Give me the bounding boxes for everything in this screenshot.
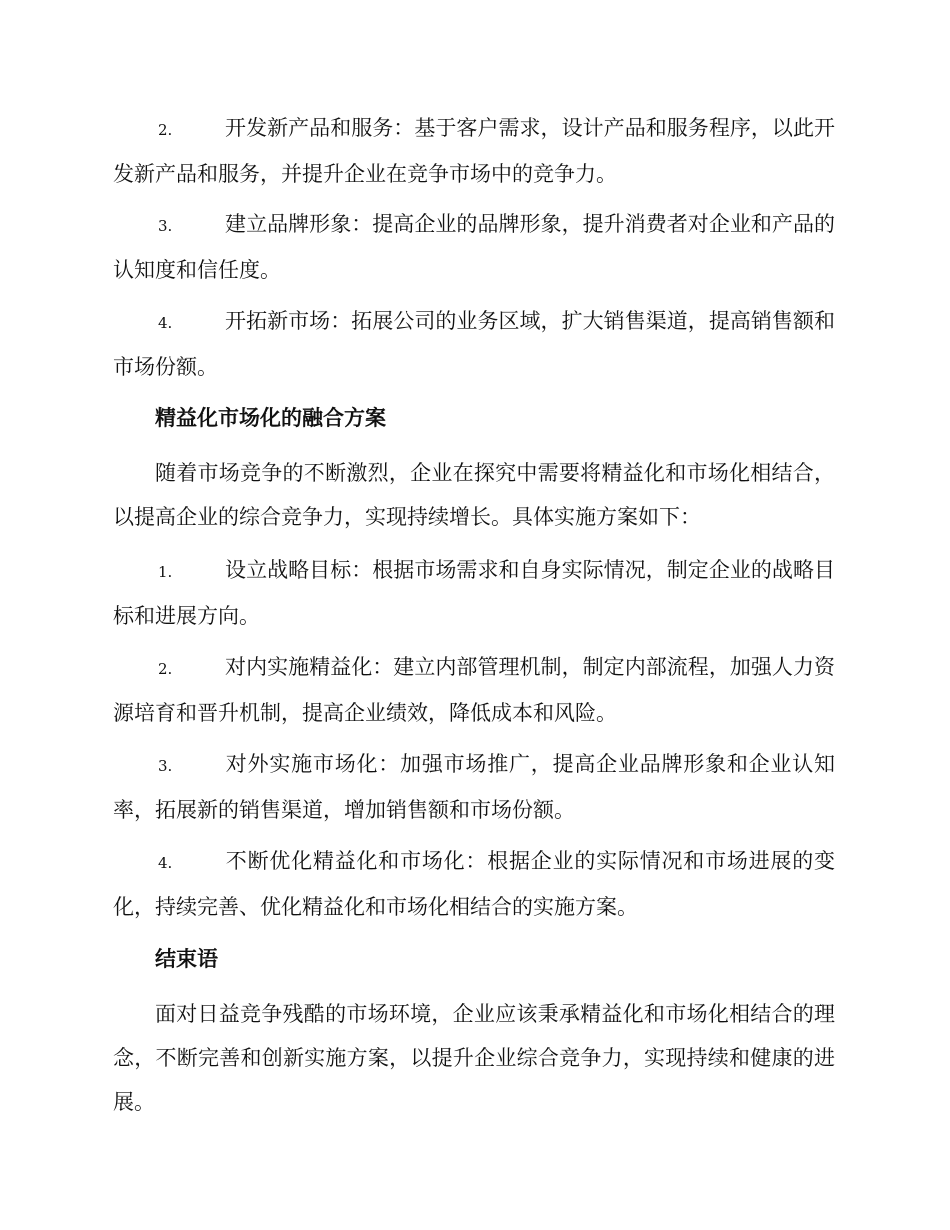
closing-paragraph: 面对日益竞争残酷的市场环境，企业应该秉承精益化和市场化相结合的理念，不断完善和创新实施方案，以提升企业综合竞争力，实现持续和健康的进展。 <box>113 1002 835 1114</box>
list-text: 对内实施精益化：建立内部管理机制，制定内部流程，加强人力资源培育和晋升机制，提高企业绩效，降低成本和风险。 <box>113 655 835 725</box>
list-text: 设立战略目标：根据市场需求和自身实际情况，制定企业的战略目标和进展方向。 <box>113 558 835 628</box>
list-number: 2. <box>158 660 173 678</box>
section-heading: 精益化市场化的融合方案 <box>155 406 386 430</box>
list-text: 对外实施市场化：加强市场推广，提高企业品牌形象和企业认知率，拓展新的销售渠道，增加销售额和市场份额。 <box>113 752 835 822</box>
list-text: 建立品牌形象：提高企业的品牌形象，提升消费者对企业和产品的认知度和信任度。 <box>113 212 835 282</box>
list-item <box>113 106 835 196</box>
list-text: 不断优化精益化和市场化：根据企业的实际情况和市场进展的变化，持续完善、优化精益化和市场化相结合的实施方案。 <box>113 849 835 919</box>
list-item <box>113 299 835 389</box>
list-text: 开发新产品和服务：基于客户需求，设计产品和服务程序，以此开发新产品和服务，并提升企业在竞争市场中的竞争力。 <box>113 116 835 186</box>
list-number: 1. <box>158 563 173 581</box>
list-text: 开拓新市场：拓展公司的业务区域，扩大销售渠道，提高销售额和市场份额。 <box>113 309 835 379</box>
intro-paragraph: 随着市场竞争的不断激烈，企业在探究中需要将精益化和市场化相结合，以提高企业的综合竞争力，实现持续增长。具体实施方案如下： <box>113 461 835 529</box>
list-item <box>113 839 835 929</box>
list-number: 3. <box>158 217 173 235</box>
list-item <box>113 742 835 832</box>
list-item <box>113 645 835 735</box>
list-item <box>113 548 835 638</box>
list-number: 4. <box>158 854 173 872</box>
list-number: 3. <box>158 757 173 775</box>
list-number: 4. <box>158 314 173 332</box>
list-number: 2. <box>158 121 173 139</box>
section-heading: 结束语 <box>155 947 218 971</box>
list-item <box>113 202 835 292</box>
